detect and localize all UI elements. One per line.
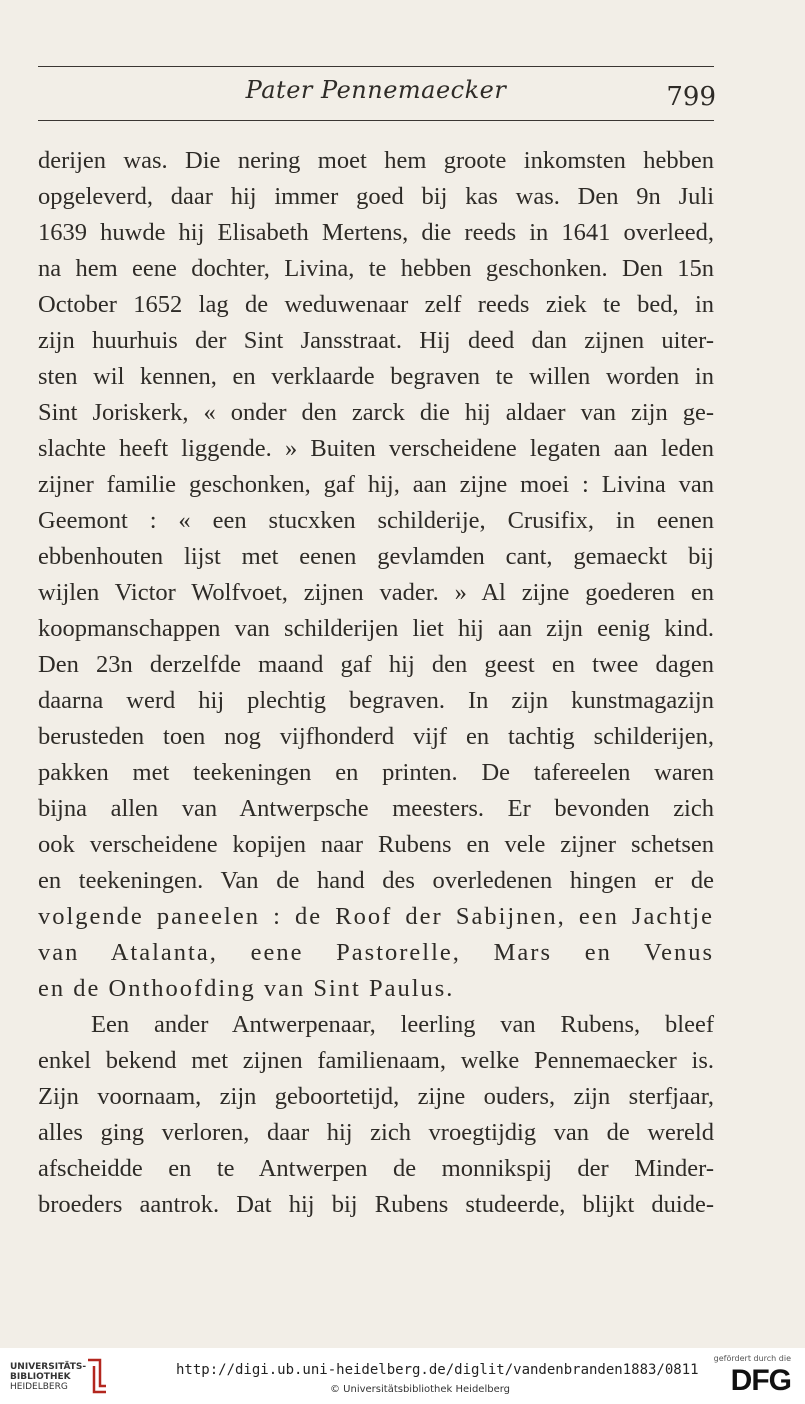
running-title: Pater Pennemaecker <box>245 76 507 104</box>
text-line: enkel bekend met zijnen familienaam, welke Pennemaecker is. <box>38 1047 714 1074</box>
library-logo-text <box>10 1362 86 1392</box>
page-number: 799 <box>666 82 716 112</box>
permalink-url[interactable]: http://digi.ub.uni-heidelberg.de/diglit/vandenbranden1883/0811 <box>176 1362 699 1378</box>
text-line: bijna allen van Antwerpsche meesters. Er bevonden zich <box>38 795 714 822</box>
body-text <box>38 143 714 1223</box>
text-line: berusteden toen nog vijfhonderd vijf en tachtig schilderijen, <box>38 723 714 750</box>
text-line: alles ging verloren, daar hij zich vroegtijdig van de wereld <box>38 1119 714 1146</box>
text-line: ook verscheidene kopijen naar Rubens en vele zijner schetsen <box>38 831 714 858</box>
text-line-paragraph-start: Een ander Antwerpenaar, leerling van Rubens, bleef <box>91 1011 714 1038</box>
funder-caption: gefördert durch die <box>713 1354 791 1363</box>
text-line: volgende paneelen : de Roof der Sabijnen, een Jachtje <box>38 903 714 930</box>
text-line: zijn huurhuis der Sint Jansstraat. Hij deed dan zijnen uiter- <box>38 327 714 354</box>
library-name-line: HEIDELBERG <box>10 1382 68 1392</box>
library-name-line: UNIVERSITÄTS- <box>10 1362 87 1372</box>
text-line: koopmanschappen van schilderijen liet hij aan zijn eenig kind. <box>38 615 714 642</box>
text-line: na hem eene dochter, Livina, te hebben geschonken. Den 15n <box>38 255 714 282</box>
text-line: pakken met teekeningen en printen. De tafereelen waren <box>38 759 714 786</box>
text-line: opgeleverd, daar hij immer goed bij kas was. Den 9n Juli <box>38 183 714 210</box>
text-line: derijen was. Die nering moet hem groote inkomsten hebben <box>38 147 714 174</box>
text-line: Zijn voornaam, zijn geboortetijd, zijne ouders, zijn sterfjaar, <box>38 1083 714 1110</box>
text-line: afscheidde en te Antwerpen de monnikspij der Minder- <box>38 1155 714 1182</box>
text-line: broeders aantrok. Dat hij bij Rubens studeerde, blijkt duide- <box>38 1191 714 1218</box>
text-line: van Atalanta, eene Pastorelle, Mars en Venus <box>38 939 714 966</box>
copyright-notice: © Universitätsbibliothek Heidelberg <box>330 1384 511 1395</box>
library-name-line: BIBLIOTHEK <box>10 1372 71 1382</box>
digitization-footer <box>0 1348 805 1404</box>
text-line-paragraph-end: en de Onthoofding van Sint Paulus. <box>38 975 455 1002</box>
text-line: Den 23n derzelfde maand gaf hij den geest en twee dagen <box>38 651 714 678</box>
text-line: zijner familie geschonken, gaf hij, aan zijne moei : Livina van <box>38 471 714 498</box>
text-line: daarna werd hij plechtig begraven. In zijn kunstmagazijn <box>38 687 714 714</box>
text-line: slachte heeft liggende. » Buiten verscheidene legaten aan leden <box>38 435 714 462</box>
text-line: October 1652 lag de weduwenaar zelf reeds ziek te bed, in <box>38 291 714 318</box>
text-line: en teekeningen. Van de hand des overledenen hingen er de <box>38 867 714 894</box>
text-line: Geemont : « een stucxken schilderije, Crusifix, in eenen <box>38 507 714 534</box>
library-logo-icon <box>84 1356 110 1396</box>
header-rule-top <box>38 66 714 67</box>
text-line: wijlen Victor Wolfvoet, zijnen vader. » Al zijne goederen en <box>38 579 714 606</box>
dfg-logo: DFG <box>730 1364 791 1397</box>
text-line: sten wil kennen, en verklaarde begraven te willen worden in <box>38 363 714 390</box>
header-rule-bottom <box>38 120 714 121</box>
text-line: 1639 huwde hij Elisabeth Mertens, die reeds in 1641 overleed, <box>38 219 714 246</box>
running-header <box>38 74 714 114</box>
text-line: ebbenhouten lijst met eenen gevlamden cant, gemaeckt bij <box>38 543 714 570</box>
text-line: Sint Joriskerk, « onder den zarck die hij aldaer van zijn ge- <box>38 399 714 426</box>
